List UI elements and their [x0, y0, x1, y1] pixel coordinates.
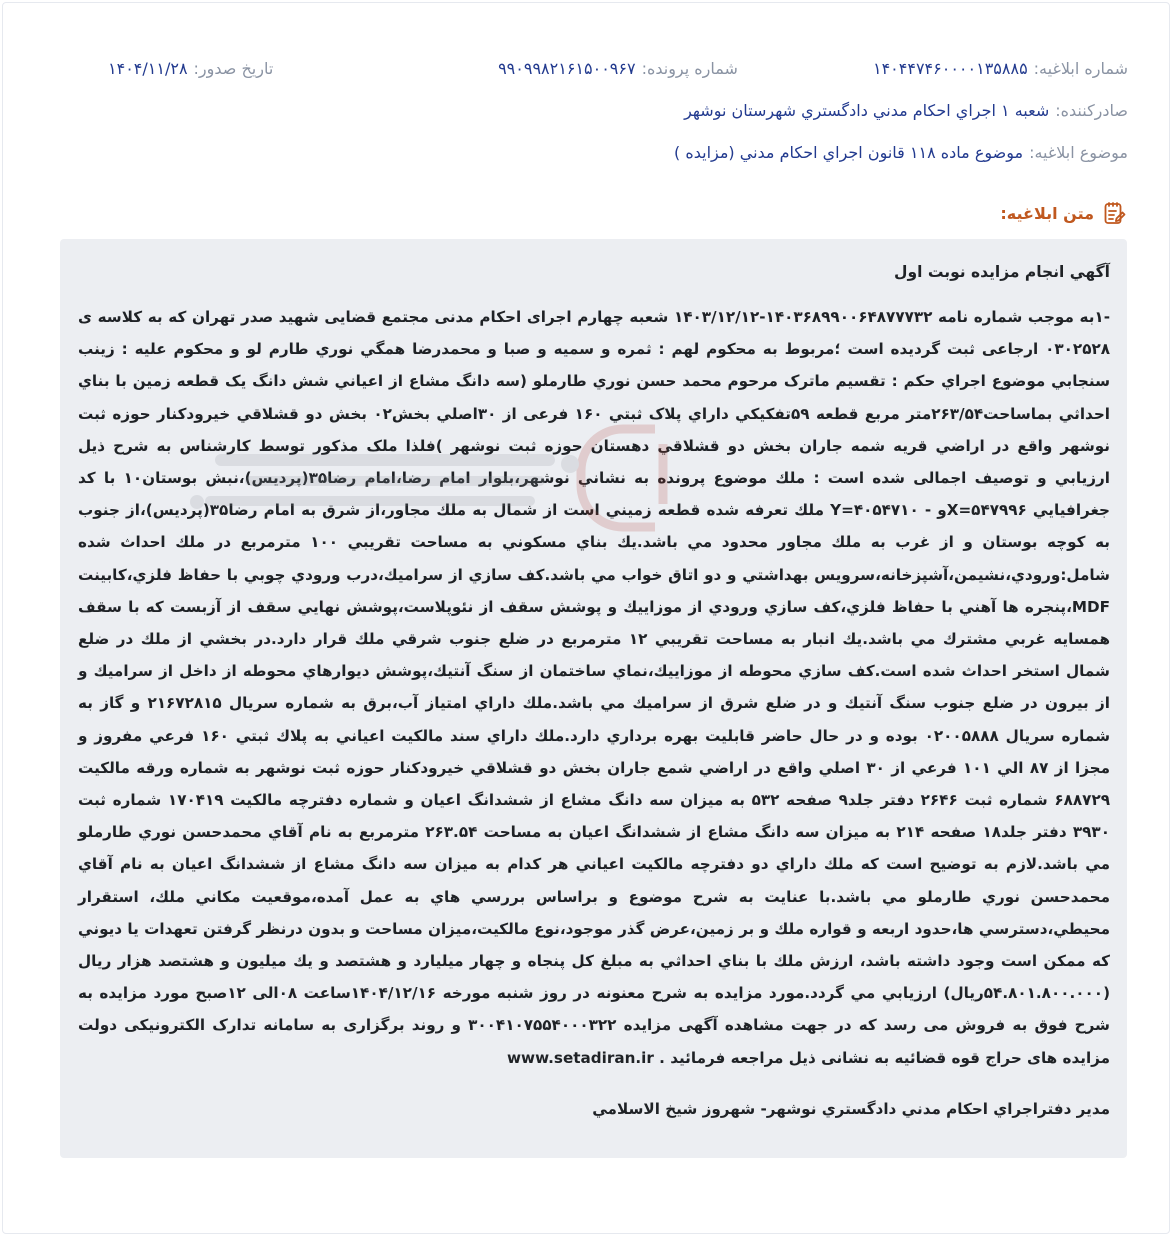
section-title	[1000, 200, 1128, 226]
subject-row	[60, 141, 1128, 165]
notice-panel	[60, 239, 1127, 1158]
issue-date-value: ۱۴۰۴/۱۱/۲۸	[108, 59, 188, 78]
notice-number-label: شماره ابلاغیه:	[1033, 59, 1128, 78]
issue-date-label: تاریخ صدور:	[193, 59, 274, 78]
notice-number	[868, 57, 1128, 81]
subject-value: موضوع ماده ۱۱۸ قانون اجراي احكام مدني (مزايده )	[674, 143, 1024, 162]
case-number-value: ۹۹۰۹۹۸۲۱۶۱۵۰۰۹۶۷	[498, 59, 636, 78]
notice-body: -۱به موجب شماره نامه ۱۴۰۳۶۸۹۹۰۰۶۴۸۷۷۷۳۲-۱۴۰۳/۱۲/۱۲ شعبه چهارم اجرای احکام مدنی مجتمع قضايی شهيد صدر تهران که به کلاسه ی ۰۳۰۲۵۲۸ ارجاعی ثبت گرديده است ؛مربوط به محکوم لهم : ثمره و سميه و صبا و محمدرضا همگي نوري طارم لو و محکوم عليه : زينب سنجابي موضوع اجراي حکم : تقسيم ماترک مرحوم محمد حسن نوري طارملو (سه دانگ مشاع از اعياني شش دانگ يک قطعه زمين با بناي احداثي بماساحت۲۶۳/۵۴متر مربع قطعه ۵۹تفکيکي داراي پلاک ثبتي ۱۶۰ فرعی از ۳۰اصلي بخش۰۲ بخش دو قشلاقي خيرودکنار حوزه ثبت نوشهر واقع در اراضي قريه شمه جاران بخش دو قشلاقي دهستان حوزه ثبت نوشهر )فلذا ملک مذکور توسط کارشناس به شرح ذيل ارزيابي و توصيف اجمالی شده است : ملك موضوع پرونده به نشاني نوشهر،بلوار امام رضا،امام رضا۳۵(پرديس)،نبش بوستان۱۰ با كد جغرافيايي X=۵۴۷۹۹۶و - Y=۴۰۵۴۷۱۰ ملك تعرفه شده قطعه زميني است از شمال به ملك مجاور،از شرق به امام رضا۳۵(پرديس)،از جنوب به كوچه بوستان و از غرب به ملك مجاور محدود مي باشد.يك بناي مسكوني به مساحت تقريبي ۱۰۰ مترمربع در ملك احداث شده شامل:ورودي،نشيمن،آشپزخانه،سرويس بهداشتي و دو اتاق خواب مي باشد.كف سازي از سراميك،درب ورودي چوبي با حفاظ فلزي،كابينت MDF،پنجره ها آهني با حفاظ فلزي،كف سازي ورودي از موزاييك و پوشش سقف از نئوپلاست،پوشش نهايي سقف از آزبست كه با سقف همسايه غربي مشترك مي باشد.يك انبار به مساحت تقريبي ۱۲ مترمربع در ضلع جنوب شرقي ملك قرار دارد.در بخشي از ملك در ضلع شمال استخر احداث شده است.كف سازي محوطه از موزاييك،نماي ساختمان از سنگ آنتيك،پوشش ديوارهاي محوطه از داخل از سراميك و از بيرون در ضلع جنوب سنگ آنتيك و در ضلع شرق از سراميك مي باشد.ملك داراي امتياز آب،برق به شماره سريال ۲۱۶۷۲۸۱۵ و گاز به شماره سريال ۰۲۰۰۵۸۸۸ بوده و در حال حاضر قابليت بهره برداري دارد.ملك داراي سند مالكيت اعياني به پلاك ثبتي ۱۶۰ فرعي مفروز و مجزا از ۸۷ الي ۱۰۱ فرعي از ۳۰ اصلي واقع در اراضي شمع جاران بخش دو قشلاقي خيرودكنار حوزه ثبت نوشهر به شماره ورقه مالكيت ۶۸۸۷۲۹ شماره ثبت ۲۶۴۶ دفتر جلد۹ صفحه ۵۳۲ به ميزان سه دانگ مشاع از ششدانگ اعيان و شماره دفترچه مالكيت ۱۷۰۴۱۹ شماره ثبت ۳۹۳۰ دفتر جلد۱۸ صفحه ۲۱۴ به ميزان سه دانگ مشاع از ششدانگ اعيان به مساحت ۲۶۳.۵۴ مترمربع به نام آقاي محمدحسن نوري طارملو مي باشد.لازم به توضيح است كه ملك داراي دو دفترچه مالكيت اعياني هر كدام به ميزان سه دانگ مشاع از ششدانگ اعيان به نام آقاي محمدحسن نوري طارملو مي باشد.با عنايت به شرح موضوع و براساس بررسي هاي به عمل آمده،موقعيت مكاني ملك، استقرار محيطي،دسترسي ها،حدود اربعه و قواره ملك و بر زمين،عرض گذر موجود،نوع مالكيت،ميزان مساحت و بدون درنظر گرفتن تعهدات يا ديوني كه ممكن است وجود داشته باشد، ارزش ملك با بناي احداثي به مبلغ كل پنجاه و چهار ميليارد و هشتصد و يك ميليون و هشتصد هزار ريال (۵۴.۸۰۱.۸۰۰.۰۰۰ريال) ارزيابي مي گردد.مورد مزايده به شرح معنونه در روز شنبه مورخه ۱۴۰۴/۱۲/۱۶ساعت ۰۸الی ۱۲صبح مورد مزايده به شرح فوق به فروش می رسد که در جهت مشاهده آگهی مزايده ۳۰۰۴۱۰۷۵۵۴۰۰۰۳۲۲ و روند برگزاری به سامانه تدارک الکترونيکی دولت مزايده های حراج قوه قضائيه به نشانی ذيل مراجعه فرمائيد . www.setadiran.ir	[78, 308, 1111, 1067]
notice-number-value: ۱۴۰۴۴۷۴۶۰۰۰۰۱۳۵۸۸۵	[872, 59, 1028, 78]
notice-signer: مدير دفتراجراي احكام مدني دادگستري نوشهر- شهروز شيخ الاسلامي	[592, 1099, 1110, 1118]
section-title-label: متن ابلاغیه:	[1000, 203, 1094, 223]
issuer-value: شعبه ۱ اجراي احكام مدني دادگستري شهرستان نوشهر	[684, 101, 1050, 120]
subject-label: موضوع ابلاغیه:	[1029, 143, 1128, 162]
case-number-label: شماره پرونده:	[641, 59, 738, 78]
document-edit-icon	[1102, 200, 1128, 226]
issuer-row	[60, 99, 1128, 123]
issue-date	[60, 57, 368, 81]
issuer-label: صادرکننده:	[1055, 101, 1128, 120]
notice-heading: آگهي انجام مزايده نوبت اول	[894, 263, 1110, 281]
notice-meta-row	[60, 57, 1128, 81]
case-number	[473, 57, 763, 81]
